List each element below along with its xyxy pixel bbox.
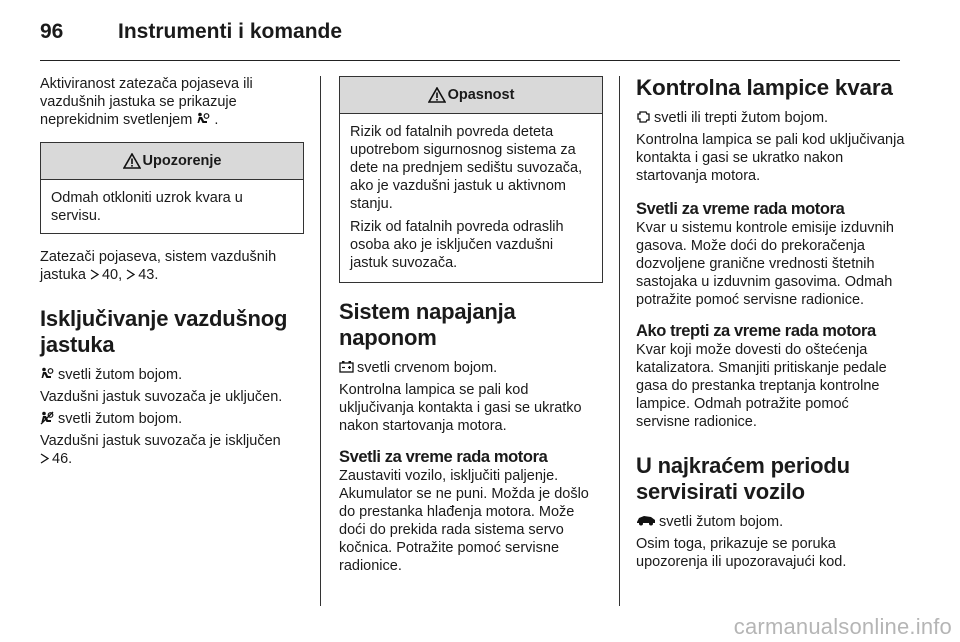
column-right (636, 75, 906, 575)
airbag-on-text: Vazdušni jastuk suvozača je uključen. (40, 389, 283, 405)
battery-lamp: svetli crvenom bojom. (339, 359, 603, 377)
airbag-off-reference: 46. (40, 450, 304, 468)
intro-paragraph: Aktiviranost zatezača pojaseva ili vazdušnih jastuka se prikazuje neprekidnim svetlenjem . (40, 76, 253, 128)
section-heading: Sistem napajanja naponom (339, 299, 516, 350)
danger-text-1: Rizik od fatalnih povreda deteta upotrebom sigurnosnog sistema za dete na prednjem sedištu suvozača, ako je vazdušni jastuk u aktivnom stanju. (350, 124, 583, 212)
page-number: 96 (40, 20, 64, 43)
battery-sub-text: Zaustaviti vozilo, isključiti paljenje. Akumulator se ne puni. Možda je došlo do prestanka hlađenja motora. Može doći do prekida rada sistema servo kočnica. Potražite pomoć servisne radionice. (339, 468, 589, 574)
warning-triangle-icon (123, 153, 141, 169)
sub-heading: Svetli za vreme rada motora (339, 448, 548, 466)
page-reference-icon (126, 267, 135, 278)
engine-sub1-text: Kvar u sistemu kontrole emisije izduvnih gasova. Može doći do prekoračenja dozvoljene granične vrednosti štetnih sastojaka u izduvnim gasovima. Odmah potražite pomoć servisne radionice. (636, 220, 894, 308)
airbag-on-icon (40, 367, 55, 381)
airbag-off-lamp: svetli žutom bojom. (40, 410, 304, 428)
section-heading: Kontrolna lampice kvara (636, 75, 893, 100)
column-divider (320, 76, 321, 606)
battery-icon (339, 360, 354, 374)
engine-sub2-text: Kvar koji može dovesti do oštećenja katalizatora. Smanjiti pritiskanje pedale gasa do prestanka treptanja kontrolne lampice. Odmah potražite pomoć servisne radionice. (636, 342, 887, 430)
airbag-off-text: Vazdušni jastuk suvozača je isključen (40, 433, 281, 449)
column-divider (619, 76, 620, 606)
warning-text: Odmah otkloniti uzrok kvara u servisu. (51, 190, 243, 224)
page-header (40, 12, 900, 61)
danger-text-2: Rizik od fatalnih povreda odraslih osoba ako je isključen vazdušni jastuk suvozača. (350, 219, 564, 271)
watermark: carmanualsonline.info (733, 614, 952, 639)
column-left (40, 75, 304, 472)
sub-heading: Ako trepti za vreme rada motora (636, 322, 876, 340)
page-title: Instrumenti i komande (118, 20, 343, 43)
page-reference-icon (40, 451, 49, 462)
danger-box (339, 76, 603, 283)
service-vehicle-icon (636, 514, 656, 528)
sub-heading: Svetli za vreme rada motora (636, 200, 845, 218)
section-heading: Isključivanje vazdušnog jastuka (40, 306, 288, 357)
warning-triangle-icon (428, 87, 446, 103)
airbag-indicator-icon (196, 112, 211, 126)
warning-title: Upozorenje (142, 153, 222, 169)
warning-header (41, 143, 303, 180)
service-text: Osim toga, prikazuje se poruka upozorenja ili upozoravajući kod. (636, 536, 847, 570)
section-heading: U najkraćem periodu servisirati vozilo (636, 453, 850, 504)
airbag-off-icon (40, 411, 55, 425)
battery-text: Kontrolna lampica se pali kod uključivanja kontakta i gasi se ukratko nakon startovanja motora. (339, 382, 582, 434)
engine-lamp: svetli ili trepti žutom bojom. (636, 109, 906, 127)
airbag-on-lamp: svetli žutom bojom. (40, 366, 304, 384)
tensioners-paragraph: Zatezači pojaseva, sistem vazdušnih jastuka 40, 43. (40, 249, 277, 283)
service-lamp: svetli žutom bojom. (636, 513, 906, 531)
check-engine-icon (636, 110, 651, 124)
warning-box (40, 142, 304, 234)
danger-header (340, 77, 602, 114)
column-middle (339, 75, 603, 579)
page-reference-icon (90, 267, 99, 278)
engine-text: Kontrolna lampica se pali kod uključivanja kontakta i gasi se ukratko nakon startovanja motora. (636, 132, 905, 184)
danger-title: Opasnost (447, 87, 515, 103)
